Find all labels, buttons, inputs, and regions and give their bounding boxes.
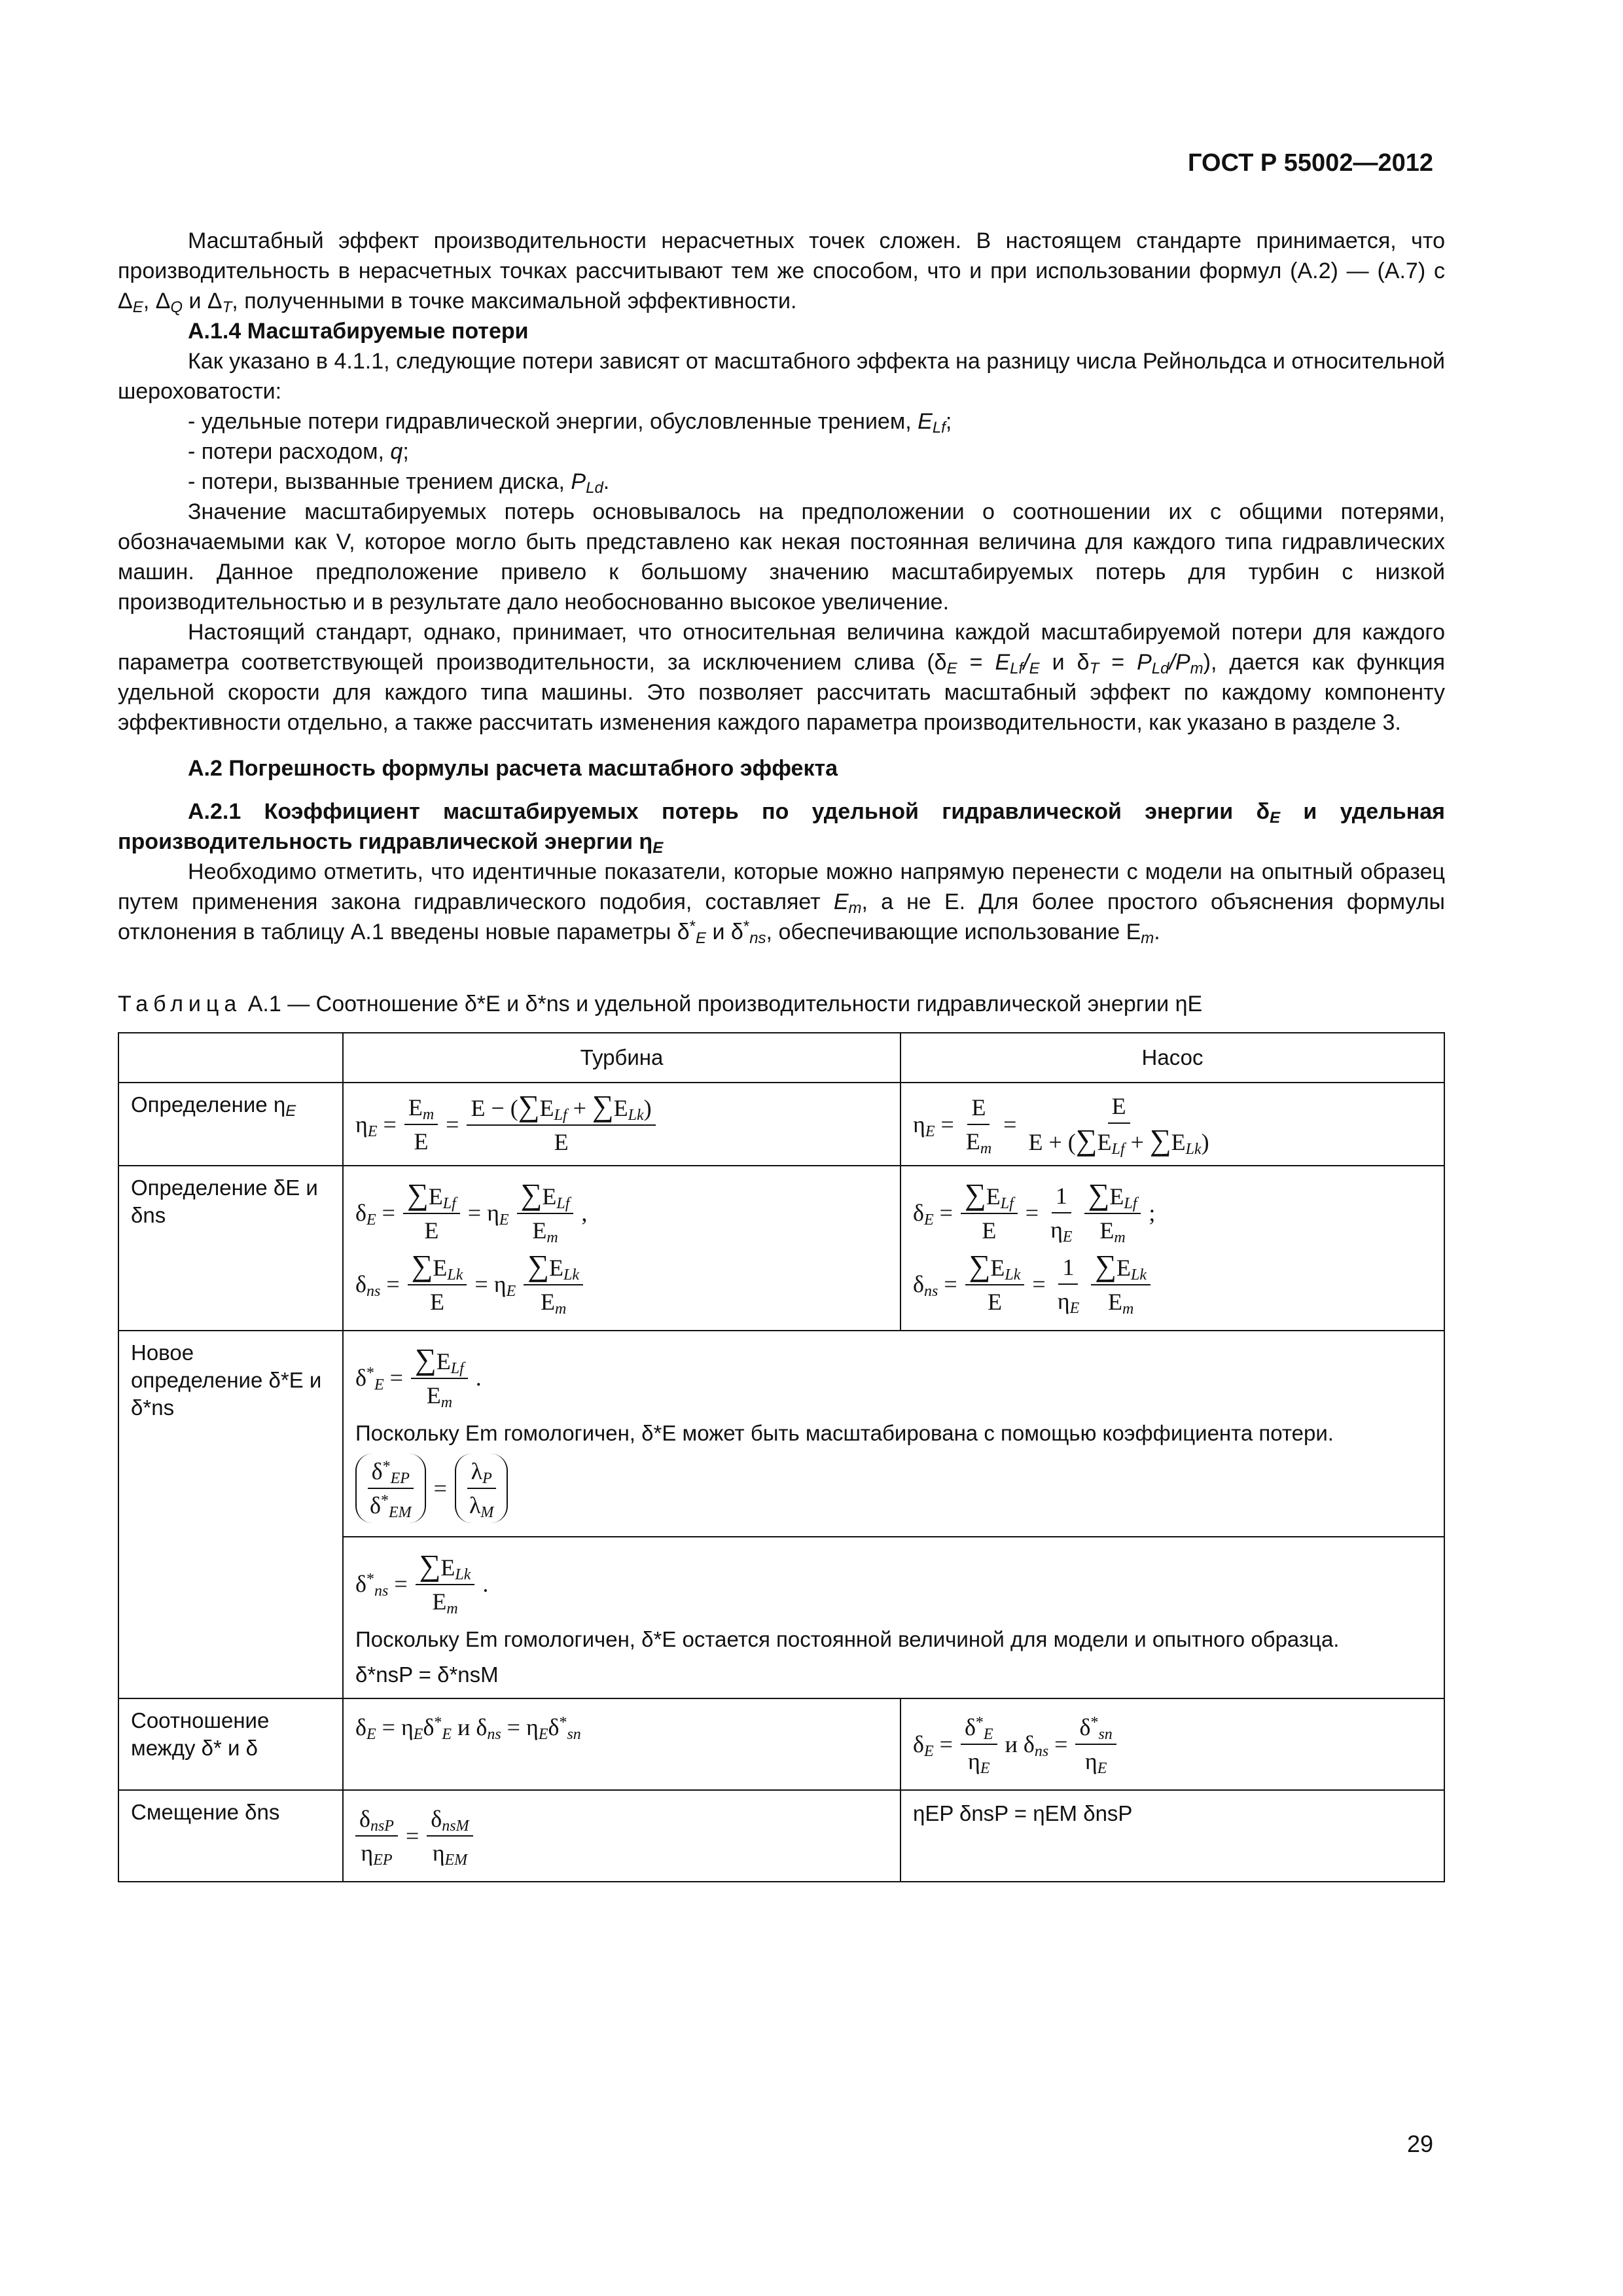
formula-delta-pump: $\delta_E$ = $\frac{\sum E_{Lf}}{E}$ = $\frac{1}{\eta_E}$ $\frac{\sum E_{Lf}}{E_m}$ ; $\delta_{ns}$ = $\frac{\sum E_{Lk}}{E}$ = $\frac{1}{\eta_E}$ $\frac{\sum E_{Lk}}{E_m}$ xyxy=(901,1166,1444,1331)
formula-new-delta-ns: $\delta^*_{ns}$ = $\frac{\sum E_{Lk}}{E_m}$ . Поскольку Em гомологичен, δ*E остается постоянной величиной для модели и опытного образца. δ*nsP = δ*nsM xyxy=(343,1537,1444,1698)
table-row-relation xyxy=(118,1698,1444,1790)
formula-eta-pump: $\eta_E$ = $\frac{E}{E_m}$ = $\frac{E}{E + (\sum E_{Lf} + \sum E_{Lk})}$ xyxy=(901,1083,1444,1166)
table-a1 xyxy=(118,1032,1445,1882)
formula-offset-pump: ηEP δnsP = ηEM δnsP xyxy=(901,1790,1444,1882)
paragraph-standard-assumption: Настоящий стандарт, однако, принимает, что относительная величина каждой масштабируемой потери для каждого параметра соответствующей производительности, за исключением слива ($\delta_E = E_{Lf}/_E$ и $\delta_T = P_{Ld}/P_m$), дается как функция удельной скорости для каждого типа машины. Это позволяет рассчитать масштабный эффект по каждому компоненту эффективности отдельно, а также рассчитать изменения каждого параметра производительности, как указано в разделе 3. xyxy=(118,620,1446,735)
page-number: 29 xyxy=(1406,2130,1433,2157)
table-row-definition-delta xyxy=(118,1166,1444,1331)
table-caption: Таблица А.1 — Соотношение δ*E и δ*ns и удельной производительности гидравлической энергии ηE xyxy=(118,992,1203,1016)
section-heading-a14: А.1.4 Масштабируемые потери xyxy=(188,319,529,344)
table-row-new-definition-a xyxy=(118,1331,1444,1537)
list-item-disk-losses: - потери, вызванные трением диска, $P_{Ld}$. xyxy=(188,469,610,497)
list-item-energy-losses: - удельные потери гидравлической энергии, обусловленные трением, $E_{Lf}$; xyxy=(188,409,952,437)
paragraph-losses-intro: Как указано в 4.1.1, следующие потери зависят от масштабного эффекта на разницу числа Рейнольдса и относительной шероховатости: xyxy=(118,349,1445,404)
section-heading-a2: А.2 Погрешность формулы расчета масштабного эффекта xyxy=(188,756,838,781)
row-label-eta: Определение $\eta_E$ xyxy=(118,1083,343,1166)
row-label-offset: Смещение δns xyxy=(118,1790,343,1882)
paragraph-similarity-law: Необходимо отметить, что идентичные показатели, которые можно напрямую перенести с модели на опытный образец путем применения закона гидравлического подобия, составляет $E_m$, а не E. Для более простого объяснения формулы отклонения в таблицу А.1 введены новые параметры $\delta^*_E$ и $\delta^*_{ns}$, обеспечивающие использование $E_m$. xyxy=(118,859,1445,947)
table-row-offset xyxy=(118,1790,1444,1882)
formula-relation-pump: $\delta_E$ = $\frac{\delta^*_E}{\eta_E}$ и $\delta_{ns}$ = $\frac{\delta^*_{sn}}{\eta_E}$ xyxy=(901,1698,1444,1790)
formula-relation-turbine: $\delta_E = \eta_E\delta^*_E$ и $\delta_{ns} = \eta_E\delta^*_{sn}$ xyxy=(343,1698,901,1790)
row-label-new-definition: Новое определение δ*E и δ*ns xyxy=(118,1331,343,1698)
note-scaling: Поскольку Em гомологичен, δ*E может быть масштабирована с помощью коэффициента потери. xyxy=(355,1421,1334,1445)
document-header: ГОСТ Р 55002—2012 xyxy=(1188,149,1433,177)
document-body xyxy=(118,226,1445,1882)
formula-delta-turbine: $\delta_E$ = $\frac{\sum E_{Lf}}{E}$ = $\eta_E$ $\frac{\sum E_{Lf}}{E_m}$ , $\delta_{ns}$ = $\frac{\sum E_{Lk}}{E}$ = $\eta_E$ $\frac{\sum E_{Lk}}{E_m}$ xyxy=(343,1166,901,1331)
paragraph-scalable-losses: Значение масштабируемых потерь основывалось на предположении о соотношении их с общими потерями, обозначаемыми как V, которое могло быть представлено как некая постоянная величина для каждого типа гидравлических машин. Данное предположение привело к большому значению масштабируемых потерь для турбин с низкой производительностью и в результате дало необоснованно высокое увеличение. xyxy=(118,499,1445,615)
row-label-relation: Соотношение между δ* и δ xyxy=(118,1698,343,1790)
equation-delta-ns: δ*nsP = δ*nsM xyxy=(355,1662,499,1687)
formula-new-delta-e: $\delta^*_E$ = $\frac{\sum E_{Lf}}{E_m}$ . Поскольку Em гомологичен, δ*E может быть масштабирована с помощью коэффициента потери. $\frac{\delta^*_{EP}}{\delta^*_{EM}}$ = $\frac{\lambda_P}{\lambda_M}$ xyxy=(343,1331,1444,1537)
table-header-turbine: Турбина xyxy=(343,1033,901,1083)
list-item-flow-losses: - потери расходом, q; xyxy=(188,439,409,464)
row-label-delta: Определение δE и δns xyxy=(118,1166,343,1331)
paragraph-scale-effect: Масштабный эффект производительности нерасчетных точек сложен. В настоящем стандарте принимается, что производительность в нерасчетных точках рассчитывают тем же способом, что и при использовании формул (А.2) — (А.7) с $\Delta_E$, $\Delta_Q$ и $\Delta_T$, полученными в точке максимальной эффективности. xyxy=(118,228,1445,316)
note-constant: Поскольку Em гомологичен, δ*E остается постоянной величиной для модели и опытного образца. xyxy=(355,1627,1340,1651)
formula-offset-turbine: $\frac{\delta_{nsP}}{\eta_{EP}}$ = $\frac{\delta_{nsM}}{\eta_{EM}}$ xyxy=(343,1790,901,1882)
table-row-definition-eta xyxy=(118,1083,1444,1166)
section-heading-a21: А.2.1 Коэффициент масштабируемых потерь по удельной гидравлической энергии $\delta_E$ и удельная производительность гидравлической энергии $\eta_E$ xyxy=(118,799,1445,857)
formula-eta-turbine: $\eta_E$ = $\frac{E_m}{E}$ = $\frac{E - (\sum E_{Lf} + \sum E_{Lk})}{E}$ xyxy=(343,1083,901,1166)
table-header-row xyxy=(118,1033,1444,1083)
table-header-empty xyxy=(118,1033,343,1083)
table-header-pump: Насос xyxy=(901,1033,1444,1083)
